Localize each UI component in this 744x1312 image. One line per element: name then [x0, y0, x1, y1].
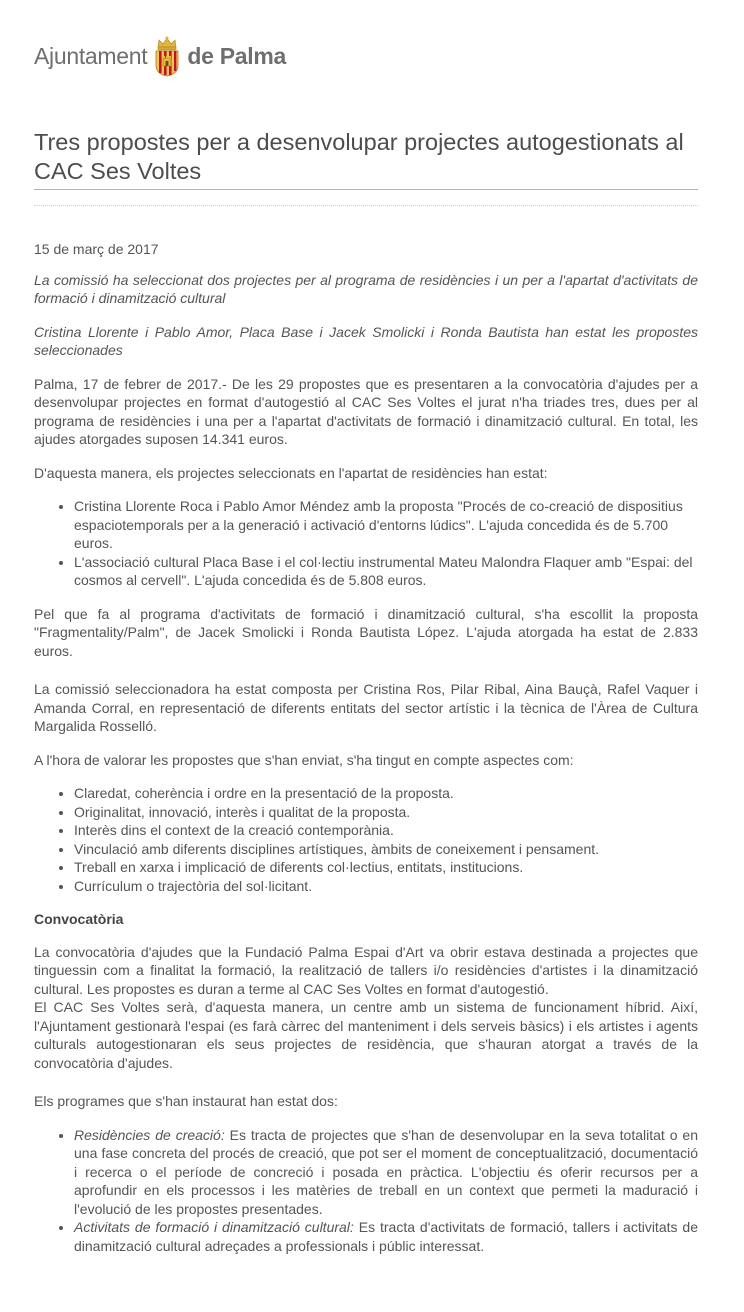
residencies-list: [34, 497, 698, 590]
list-item: [74, 1126, 698, 1219]
paragraph-convocatoria: La convocatòria d'ajudes que la Fundació Palma Espai d'Art va obrir estava destinada a projectes que tinguessin com a finalitat la formació, la realització de tallers i/o residències d'artistes i la dinamització cultural. Les propostes es duran a terme al CAC Ses Voltes en format d'autogestió.: [34, 943, 698, 997]
paragraph-formation: Pel que fa al programa d'activitats de formació i dinamització cultural, s'ha escollit la proposta "Fragmentality/Palm", de Jacek Smolicki i Ronda Bautista López. L'ajuda atorgada ha estat de 2.833 euros.: [34, 605, 698, 659]
program-name: Activitats de formació i dinamització cultural:: [74, 1219, 354, 1235]
paragraph-hybrid-center: El CAC Ses Voltes serà, d'aquesta manera, un centre amb un sistema de funcionament híbrid. Així, l'Ajuntament gestionarà l'espai (es farà càrrec del manteniment i dels serveis bàsics) i els artistes i agents culturals autogestionaran els seus projectes de residència, que s'hauran atorgat a través de la convocatòria d'ajudes.: [34, 999, 698, 1071]
article-body: [34, 240, 698, 1270]
page-title: Tres propostes per a desenvolupar projectes autogestionats al CAC Ses Voltes: [34, 129, 684, 184]
coat-of-arms-icon[interactable]: [153, 35, 181, 77]
brand-de-palma[interactable]: de Palma: [187, 42, 286, 69]
program-description: Es tracta d'activitats de formació, tallers i activitats de dinamització cultural adreçades a professionals i públic interessat.: [74, 1219, 698, 1254]
program-name: Residències de creació:: [74, 1126, 225, 1143]
paragraph-intro: Palma, 17 de febrer de 2017.- De les 29 propostes que es presentaren a la convocatòria d'ajudes per a desenvolupar projectes en format d'autogestió al CAC Ses Voltes el jurat n'ha triades tres, dues per al programa de residències i una per a l'apartat d'activitats de formació i dinamització cultural. En total, les ajudes atorgades suposen 14.341 euros.: [34, 375, 698, 447]
program-description: Es tracta de projectes que s'han de desenvolupar en la seva totalitat o en una fase concreta del procés de creació, que pot ser el moment de conceptualització, documentació i recerca o el període de concreció i posada en pràctica. L'objectiu és oferir recursos per a aprofundir en els processos i les matèries de treball en un context que permeti la maduració i l'evolució de les propostes presentades.: [74, 1126, 698, 1217]
list-item: • Vinculació amb diferents disciplines artístiques, àmbits de coneixement i pensament.: [74, 840, 698, 859]
paragraph-residencies-intro: D'aquesta manera, els projectes seleccionats en l'apartat de residències han estat:: [34, 464, 548, 481]
paragraph-commission: La comissió seleccionadora ha estat composta per Cristina Ros, Pilar Ribal, Aina Bauçà, Rafel Vaquer i Amanda Corral, en representació de diferents entitats del sector artístic i la tècnica de l'Àrea de Cultura Margalida Rosselló.: [34, 681, 698, 734]
list-item: • Currículum o trajectòria del sol·licitant.: [74, 877, 698, 896]
paragraph-criteria-intro: A l'hora de valorar les propostes que s'han enviat, s'ha tingut en compte aspectes com:: [34, 751, 574, 768]
list-item: • Cristina Llorente Roca i Pablo Amor Méndez amb la proposta "Procés de co-creació de dispositius espaciotemporals per a la generació i activació d'entorns lúdics". L'ajuda concedida és de 5.700 euros.: [74, 497, 698, 553]
lead-paragraph-1: La comissió ha seleccionat dos projectes per al programa de residències i un per a l'apartat d'activitats de formació i dinamització cultural: [34, 271, 698, 306]
lead-paragraph-2: Cristina Llorente i Pablo Amor, Placa Base i Jacek Smolicki i Ronda Bautista han estat les propostes seleccionades: [34, 323, 698, 358]
paragraph-programs-intro: Els programes que s'han instaurat han estat dos:: [34, 1093, 338, 1109]
dotted-divider: [34, 205, 698, 206]
list-item: • Claredat, coherència i ordre en la presentació de la proposta.: [74, 784, 698, 803]
criteria-list: [34, 784, 698, 895]
list-item: • L'associació cultural Placa Base i el col·lectiu instrumental Mateu Malondra Flaquer amb "Espai: del cosmos al cervell". L'ajuda concedida és de 5.808 euros.: [74, 553, 698, 590]
list-item: • Treball en xarxa i implicació de diferents col·lectius, entitats, institucions.: [74, 858, 698, 877]
article-date: 15 de març de 2017: [34, 241, 159, 257]
list-item: [74, 1218, 698, 1255]
title-underline: [34, 189, 698, 190]
section-heading-convocatoria: Convocatòria: [34, 911, 124, 927]
list-item: • Originalitat, innovació, interès i qualitat de la proposta.: [74, 803, 698, 822]
brand-ajuntament[interactable]: Ajuntament: [34, 42, 148, 69]
list-item: • Interès dins el context de la creació contemporània.: [74, 821, 698, 840]
site-header: [34, 34, 286, 78]
programs-list: [34, 1126, 698, 1256]
